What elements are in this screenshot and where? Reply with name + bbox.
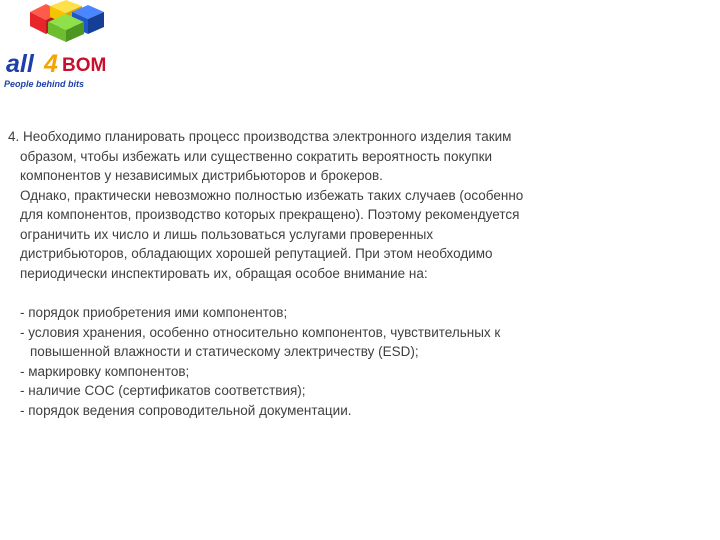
paragraph-line: компонентов у независимых дистрибьюторов и брокеров. <box>20 168 383 183</box>
list-item: - порядок приобретения ими компонентов; <box>20 305 288 320</box>
paragraph-line: дистрибьюторов, обладающих хорошей репутацией. При этом необходимо <box>20 246 493 261</box>
logo-brand-suffix: BOM <box>62 55 107 76</box>
paragraph-line: ограничить их число и лишь пользоваться услугами проверенных <box>20 226 434 242</box>
paragraph-line: 4. Необходимо планировать процесс производства электронного изделия таким <box>8 129 512 144</box>
list-item-continuation: повышенной влажности и статическому электричеству (ESD); <box>30 344 419 359</box>
inspection-list <box>8 303 608 420</box>
main-paragraph <box>8 127 608 283</box>
logo-tagline: People behind bits <box>4 79 85 89</box>
list-item: - наличие COC (сертификатов соответствия); <box>20 383 306 398</box>
logo-graphic <box>0 0 130 92</box>
paragraph-line: для компонентов, производство которых прекращено). Поэтому рекомендуется <box>20 207 520 222</box>
paragraph-line: образом, чтобы избежать или существенно сократить вероятность покупки <box>20 148 493 164</box>
logo <box>0 0 130 92</box>
logo-cubes-icon <box>30 0 104 42</box>
list-item: - условия хранения, особенно относительно компонентов, чувствительных к <box>20 324 501 340</box>
list-item: - маркировку компонентов; <box>20 363 190 379</box>
paragraph-line: периодически инспектировать их, обращая особое внимание на: <box>20 265 428 281</box>
paragraph-line: Однако, практически невозможно полностью избежать таких случаев (особенно <box>20 187 524 203</box>
document-body <box>8 127 608 420</box>
logo-brand-digit: 4 <box>44 50 58 78</box>
list-item: - порядок ведения сопроводительной документации. <box>20 402 352 418</box>
logo-brand-prefix: all <box>6 50 34 78</box>
